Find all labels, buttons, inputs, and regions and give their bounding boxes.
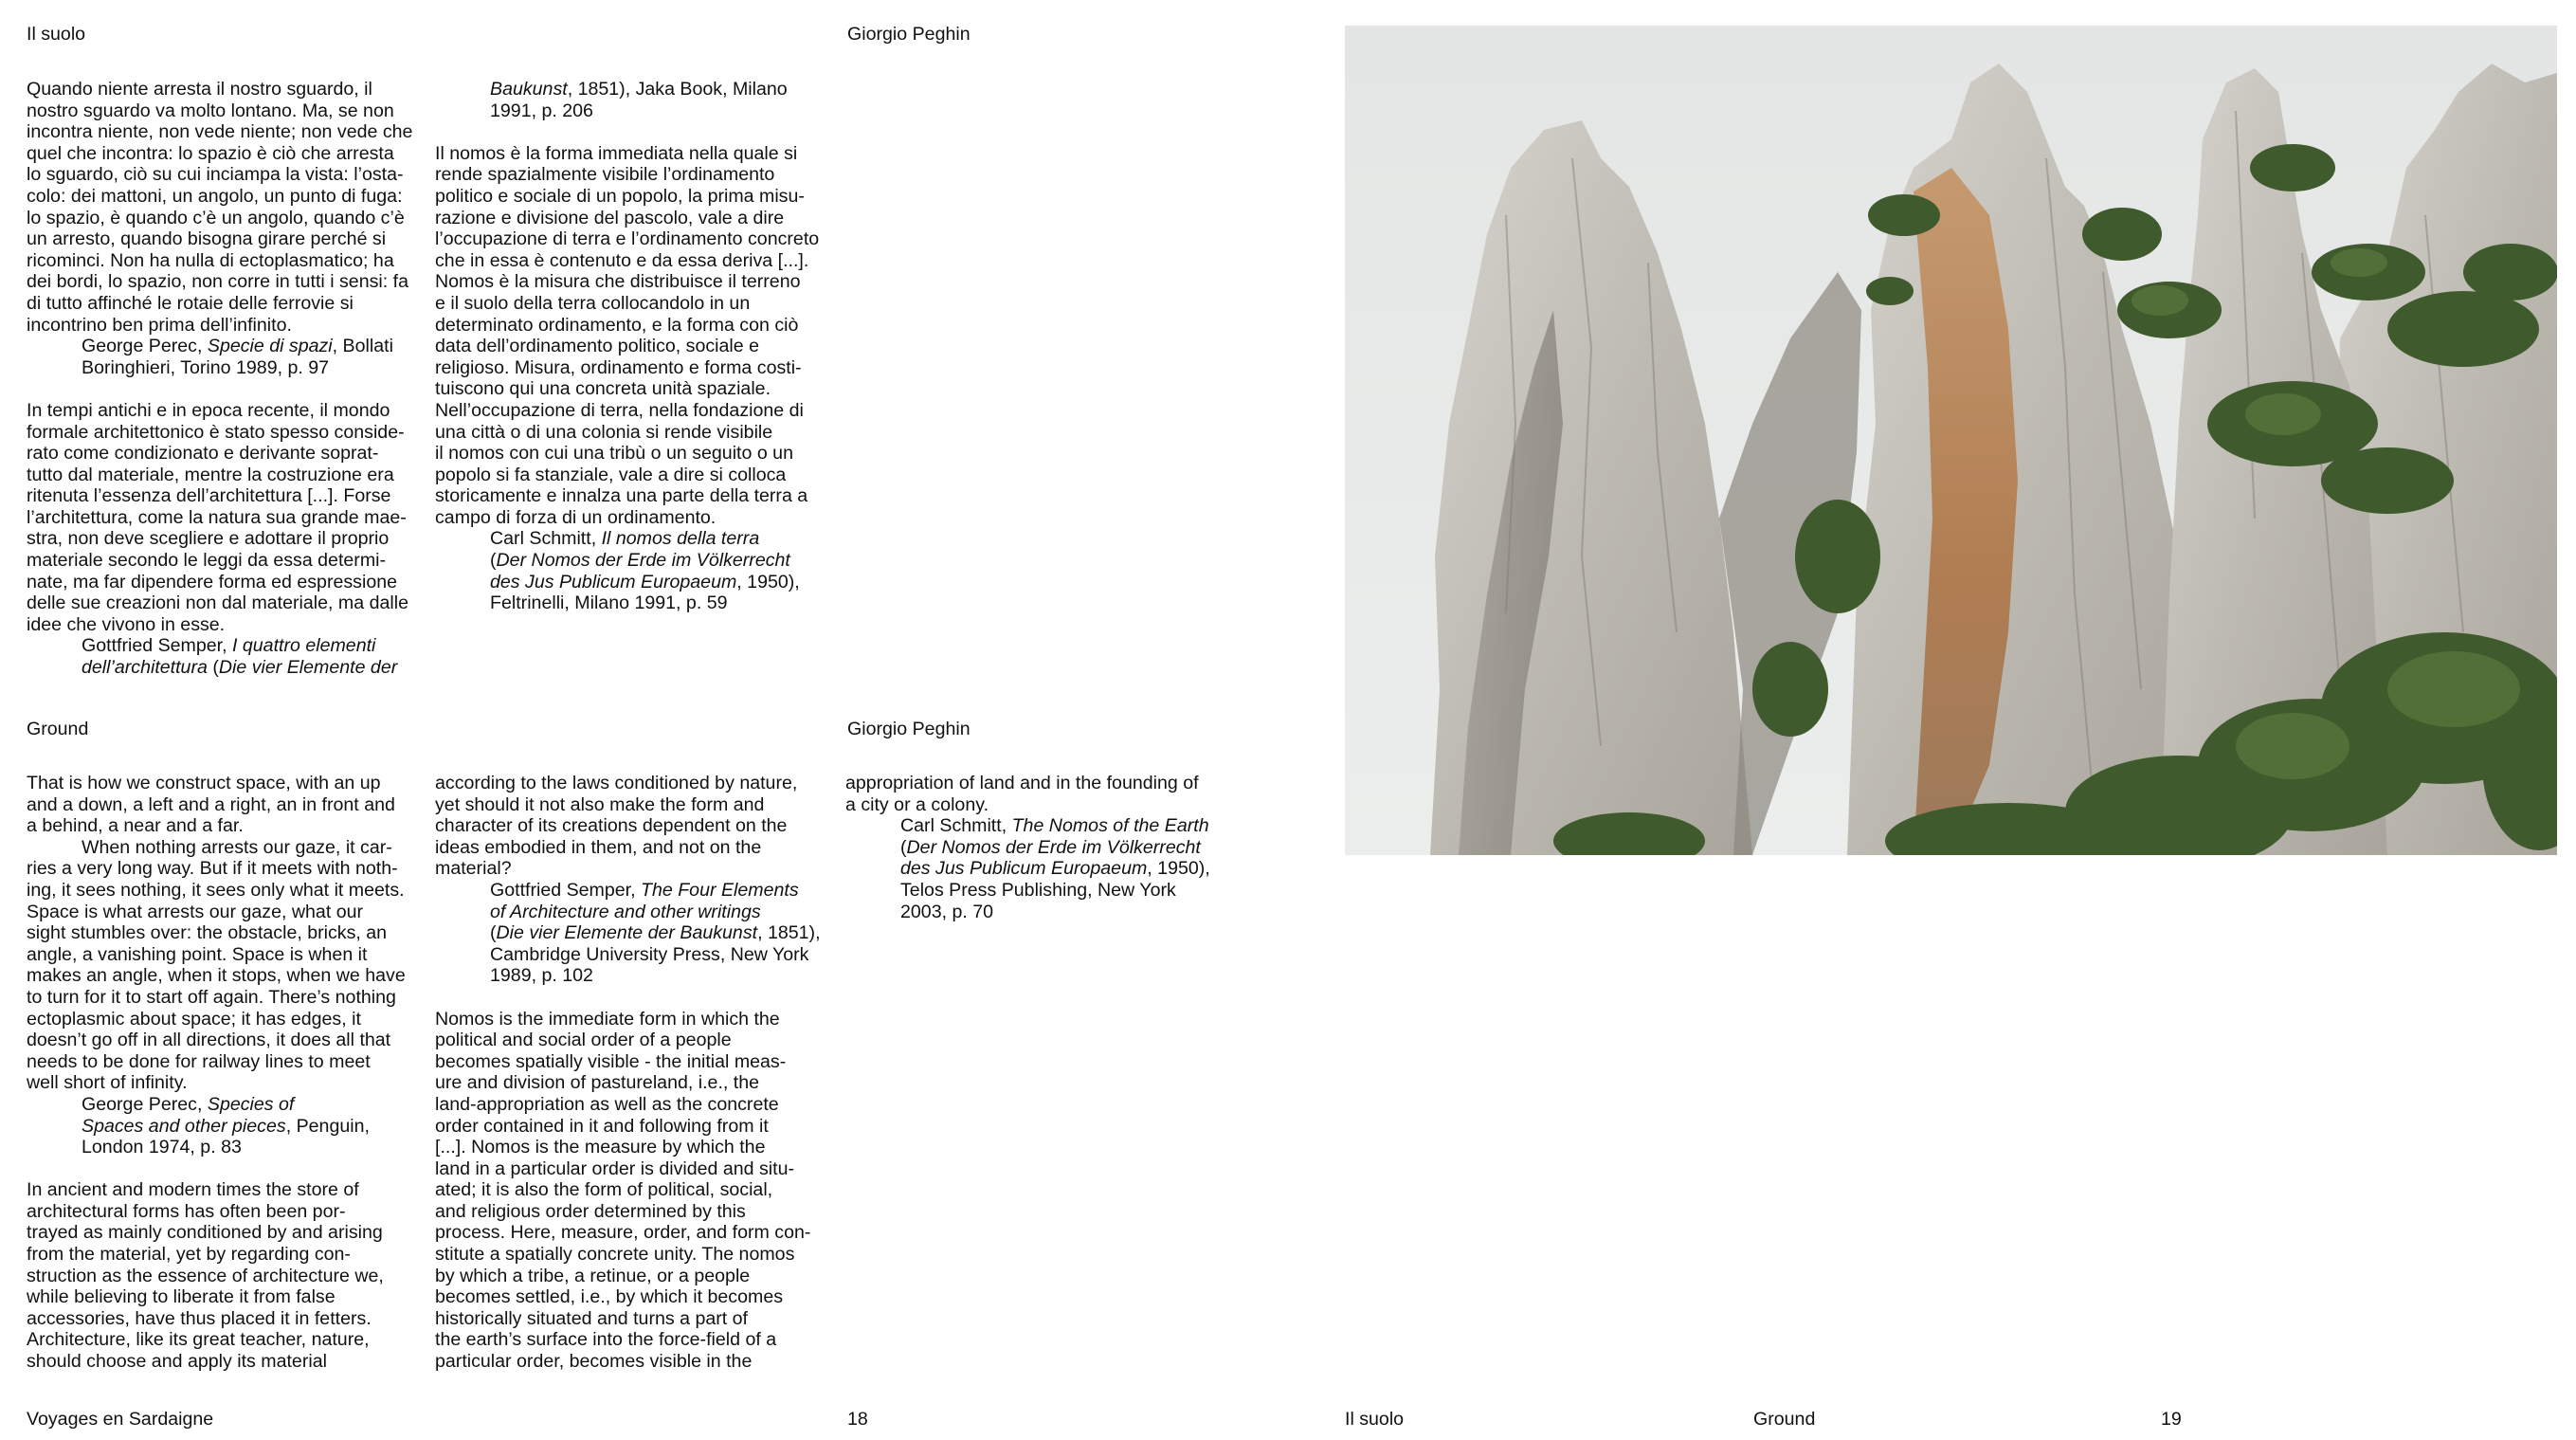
citation: Gottfried Semper, I quattro elementi dell’architettura (Die vier Elemente der: [82, 635, 398, 679]
paragraph: That is how we construct space, with an up and a down, a left and a right, an in front and a behind, a near and a far.: [27, 773, 395, 837]
rock-formation-photo: [1345, 26, 2557, 855]
english-column-1: [27, 773, 429, 1394]
paragraph: Il nomos è la forma immediata nella quale si rende spazialmente visibile l’ordinamento politico e sociale di un popolo, la prima misu- razione e divisione del pascolo, vale a dire l’occupazione di terra e l’ordinamento concreto che in essa è contenuto e da essa deriva [...]. Nomos è la misura che distribuisce il terreno e il suolo della terra collocandolo in un determinato ordinamento, e la forma con ciò data dell’ordinamento politico, sociale e religioso. Misura, ordinamento e forma costi- tuiscono qui una concreta unità spaziale. Nell’occupazione di terra, nella fondazione di una città o di una colonia si rende visibile il nomos con cui una tribù o un seguito o un popolo si fa stanziale, vale a dire si colloca storicamente e innalza una parte della terra a campo di forza di un ordinamento.: [435, 142, 820, 528]
author-italian: Giorgio Peghin: [847, 24, 971, 45]
section-title-english: Ground: [27, 719, 89, 739]
footer-section-english: Ground: [1753, 1409, 1816, 1430]
paragraph: When nothing arrests our gaze, it car- ries a very long way. But if it meets with noth- ing, it sees nothing, it sees only what it meets. Space is what arrests our gaze, what our sight stumbles over: the obstacle, bricks, an angle, a vanishing point. Space is when it makes an angle, when it stops, when we have to turn for it to start off again. There’s nothing ectoplasmic about space; it has edges, it doesn’t go off in all directions, it does all that needs to be done for railway lines to meet well short of infinity.: [27, 836, 406, 1094]
footer-book-title: Voyages en Sardaigne: [27, 1409, 214, 1430]
citation: George Perec, Species of Spaces and other pieces, Penguin, London 1974, p. 83: [82, 1093, 370, 1158]
italian-column-1: [27, 79, 429, 700]
english-column-3: [845, 773, 1262, 944]
footer-section-italian: Il suolo: [1345, 1409, 1405, 1430]
paragraph: In ancient and modern times the store of architectural forms has often been por- trayed as mainly conditioned by and arising from the material, yet by regarding con- struction as the essence of architecture we, while believing to liberate it from false accessories, have thus placed it in fetters. Architecture, like its great teacher, nature, should choose and apply its material: [27, 1179, 384, 1373]
footer-page-number-right: 19: [2161, 1409, 2182, 1430]
citation: George Perec, Specie di spazi, Bollati Boringhieri, Torino 1989, p. 97: [82, 336, 393, 378]
italian-column-2: [435, 79, 838, 635]
paragraph: Quando niente arresta il nostro sguardo, il nostro sguardo va molto lontano. Ma, se non incontra niente, non vede niente; non vede che quel che incontra: lo spazio è ciò che arresta lo sguardo, ciò su cui inciampa la vista: l’osta- colo: dei mattoni, un angolo, un punto di fuga: lo spazio, è quando c’è un angolo, quando c’è un arresto, quando bisogna girare perché si ricominci. Non ha nulla di ectoplasmatico; ha dei bordi, lo spazio, non corre in tutti i sensi: fa di tutto affinché le rotaie delle ferrovie si incontrino ben prima dell’infinito.: [27, 79, 413, 336]
paragraph: Nomos is the immediate form in which the political and social order of a people becomes spatially visible - the initial meas- ure and division of pastureland, i.e., the land-appropriation as well as the concrete order contained in it and following from it [...]. Nomos is the measure by which the land in a particular order is divided and situ- ated; it is also the form of political, social, and religious order determined by this process. Here, measure, order, and form con- stitute a spatially concrete unity. The nomos by which a tribe, a retinue, or a people becomes settled, i.e., by which it becomes historically situated and turns a part of the earth’s surface into the force-field of a particular order, becomes visible in the: [435, 1008, 811, 1373]
citation: Carl Schmitt, The Nomos of the Earth (Der Nomos der Erde im Völkerrecht des Jus Publicum Europaeum, 1950), Telos Press Publishing, New York 2003, p. 70: [900, 815, 1210, 922]
paragraph: according to the laws conditioned by nature, yet should it not also make the form and character of its creations dependent on the ideas embodied in them, and not on the material?: [435, 773, 798, 880]
citation: Carl Schmitt, Il nomos della terra (Der Nomos der Erde im Völkerrecht des Jus Publicum Europaeum, 1950), Feltrinelli, Milano 1991, p. 59: [490, 528, 800, 614]
citation: Gottfried Semper, The Four Elements of Architecture and other writings (Die vier Elemente der Baukunst, 1851), Cambridge University Press, New York 1989, p. 102: [490, 879, 821, 987]
author-english: Giorgio Peghin: [847, 719, 971, 739]
english-column-2: [435, 773, 838, 1394]
citation: Baukunst, 1851), Jaka Book, Milano 1991, p. 206: [490, 79, 788, 121]
paragraph: In tempi antichi e in epoca recente, il mondo formale architettonico è stato spesso conside- rato come condizionato e derivante soprat- tutto dal materiale, mentre la costruzione era ritenuta l’essenza dell’architettura [...]. Forse l’architettura, come la natura sua grande mae- stra, non deve scegliere e adottare il proprio materiale secondo le leggi da essa determi- nate, ma far dipendere forma ed espressione delle sue creazioni non dal materiale, ma dalle idee che vivono in esse.: [27, 399, 408, 635]
paragraph: appropriation of land and in the founding of a city or a colony.: [845, 773, 1199, 815]
section-title-italian: Il suolo: [27, 24, 86, 45]
footer-page-number-left: 18: [847, 1409, 868, 1430]
